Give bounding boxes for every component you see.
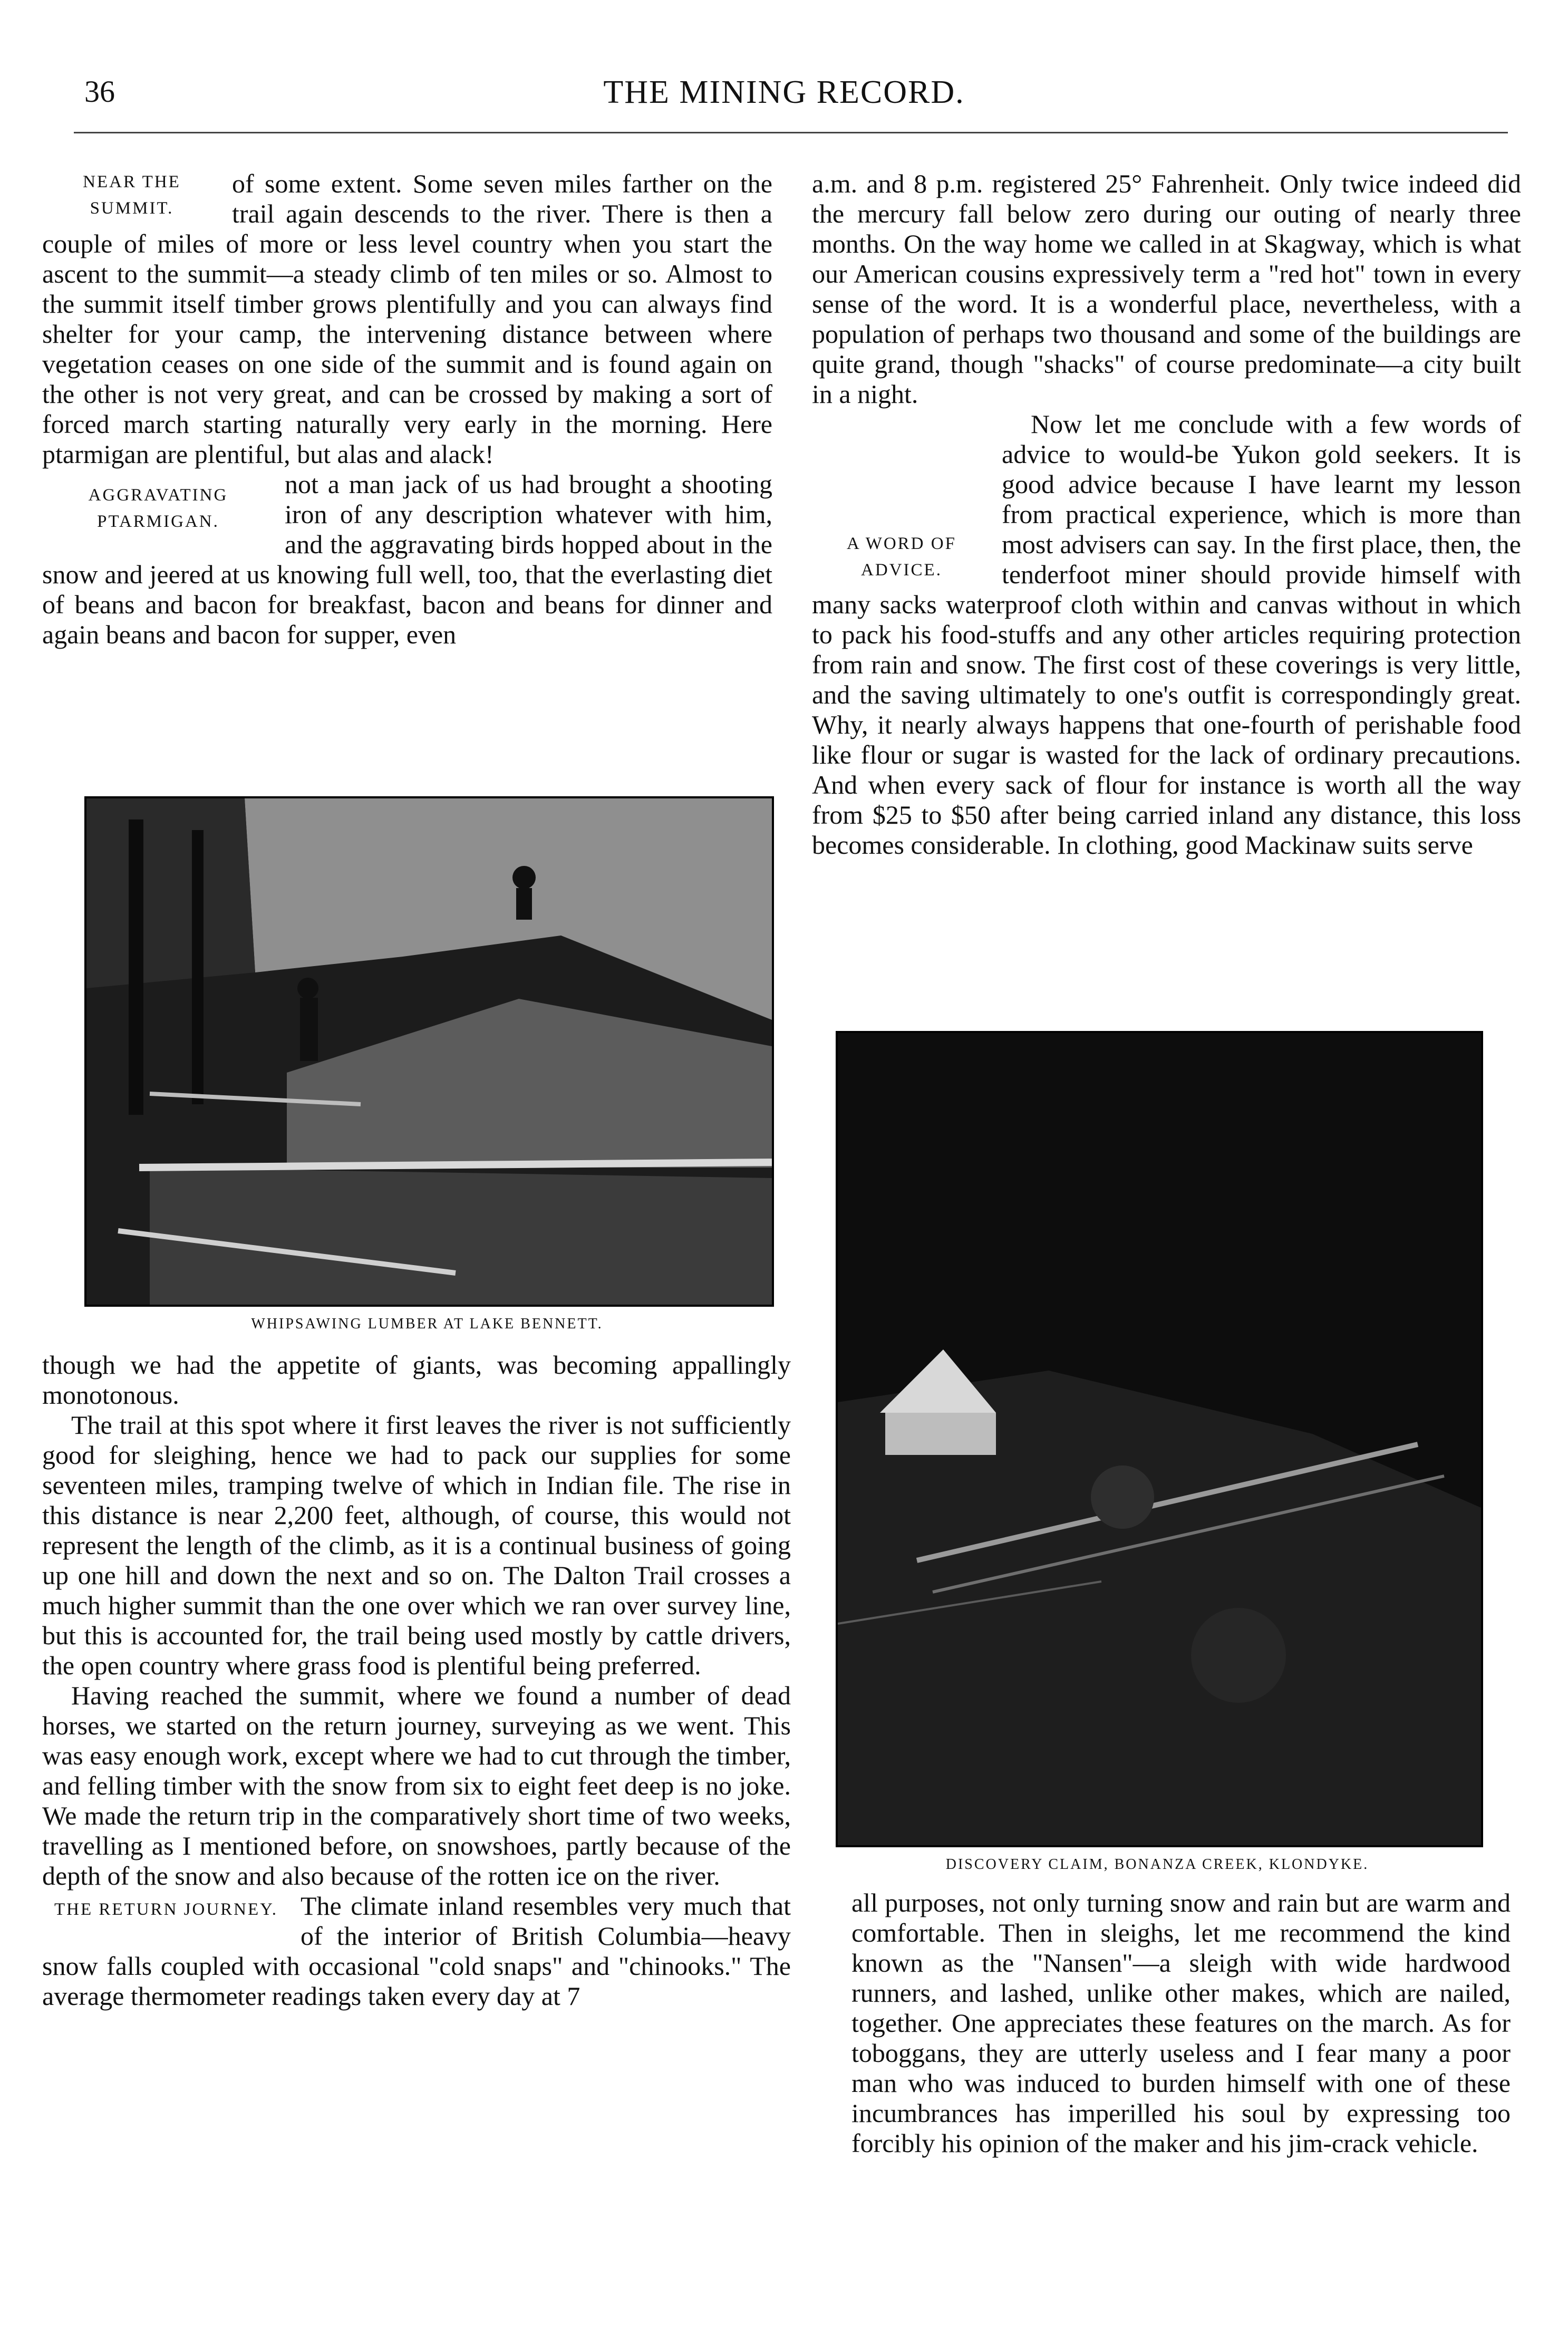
left-column-top <box>42 169 772 650</box>
left-column-bottom <box>42 1350 791 2011</box>
sidenote-aggravating-ptarmigan: AGGRAVATING PTARMIGAN. <box>88 486 228 531</box>
right-column-top <box>812 169 1521 860</box>
left-paragraph-2: though we had the appetite of giants, was becoming appallingly monotonous. <box>42 1350 791 1410</box>
sidenote-the-return-journey: THE RETURN JOURNEY. <box>54 1900 278 1919</box>
header-rule <box>74 132 1508 133</box>
running-title: THE MINING RECORD. <box>603 74 965 110</box>
photo-whipsawing-lumber <box>84 796 774 1307</box>
left-paragraph-3: The trail at this spot where it first leaves the river is not sufficiently good for sleighing, hence we had to pack our supplies for some seventeen miles, tramping twelve of which in Indian file. The rise in this distance is near 2,200 feet, although, of course, this would not represent the length of the climb, as it is a continual business of going up one hill and down the next and so on. The Dalton Trail crosses a much higher summit than the one over which we ran over survey line, but this is accounted for, the trail being used mostly by cattle drivers, the open country where grass food is plentiful being preferred. <box>42 1410 791 1680</box>
sidenote-a-word-of-advice: A WORD OF ADVICE. <box>847 534 956 580</box>
photo-whipsawing-image <box>86 798 772 1305</box>
right-paragraph-2: Now let me conclude with a few words of advice to would-be Yukon gold seekers. It is good advice because I have learnt my lesson from practical experience, which is more than most advisers can say. In the first place, then, the tenderfoot miner should provide himself with many sacks waterproof cloth within and canvas without in which to pack his food-stuffs and any other articles requiring protection from rain and snow. The first cost of these coverings is very little, and the saving ultimately to one's outfit is correspondingly great. Why, it nearly always happens that one-fourth of perishable food like flour or sugar is wasted for the lack of ordinary precautions. And when every sack of flour for instance is worth all the way from $25 to $50 after being carried inland any distance, this loss becomes considerable. In clothing, good Mackinaw suits serve <box>812 409 1521 860</box>
caption-whipsawing-lumber: WHIPSAWING LUMBER AT LAKE BENNETT. <box>251 1316 603 1332</box>
photo-discovery-claim-image <box>838 1033 1481 1845</box>
left-paragraph-5: The climate inland resembles very much that of the interior of British Columbia—heavy snow falls coupled with occasional "cold snaps" and "chinooks." The average thermometer readings taken every day at 7 <box>42 1891 791 2011</box>
page-number: 36 <box>84 74 115 109</box>
right-paragraph-1: a.m. and 8 p.m. registered 25° Fahrenheit. Only twice indeed did the mercury fall below zero during our outing of nearly three months. On the way home we called in at Skagway, which is what our American cousins expressively term a "red hot" town in every sense of the word. It is a wonderful place, nevertheless, with a population of perhaps two thousand and some of the buildings are quite grand, though "shacks" of course predominate—a city built in a night. <box>812 169 1521 409</box>
left-paragraph-1: of some extent. Some seven miles farther on the trail again descends to the river. There is then a couple of miles of more or less level country when you start the ascent to the summit—a steady climb of ten miles or so. Almost to the summit itself timber grows plentifully and you can always find shelter for your camp, the intervening distance between where vegetation ceases on one side of the summit and is found again on the other is not very great, and can be crossed by making a sort of forced march starting naturally very early in the morning. Here ptarmigan are plentiful, but alas and alack! <box>42 169 772 469</box>
left-paragraph-4: Having reached the summit, where we found a number of dead horses, we started on the return journey, surveying as we went. This was easy enough work, except where we had to cut through the timber, and felling timber with the snow from six to eight feet deep is no joke. We made the return trip in the comparatively short time of two weeks, travelling as I mentioned before, on snowshoes, partly because of the depth of the snow and also because of the rotten ice on the river. <box>42 1681 791 1891</box>
photo-discovery-claim <box>836 1031 1483 1847</box>
caption-discovery-claim: DISCOVERY CLAIM, BONANZA CREEK, KLONDYKE. <box>945 1856 1369 1873</box>
right-paragraph-3: all purposes, not only turning snow and rain but are warm and comfortable. Then in sleighs, let me recommend the kind known as the "Nansen"—a sleigh with wide hardwood runners, and lashed, unlike other makes, which are nailed, together. One appreciates these features on the march. As for toboggans, they are utterly useless and I fear many a poor man who was induced to burden himself with one of these incumbrances has imperilled his soul by expressing too forcibly his opinion of the maker and his jim-crack vehicle. <box>851 1888 1511 2158</box>
left-paragraph-1b: not a man jack of us had brought a shooting iron of any description whatever with him, and the aggravating birds hopped about in the snow and jeered at us knowing full well, too, that the everlasting diet of beans and bacon for breakfast, bacon and beans for dinner and again beans and bacon for supper, even <box>42 469 772 649</box>
sidenote-near-the-summit: NEAR THE SUMMIT. <box>83 172 181 218</box>
page-header <box>0 74 1568 127</box>
right-column-bottom <box>851 1888 1511 2158</box>
